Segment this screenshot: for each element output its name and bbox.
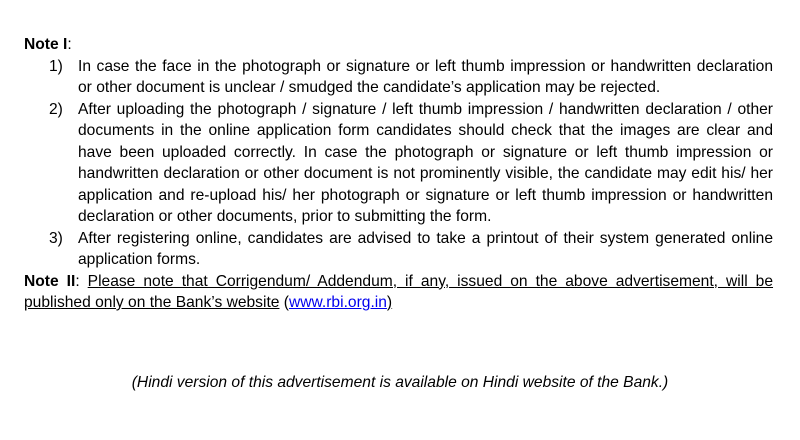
list-number: 1) <box>49 57 63 75</box>
link-close-paren: ) <box>386 294 393 311</box>
note-2-label: Note II <box>24 272 76 290</box>
note-1-label: Note I <box>24 36 68 53</box>
note-1-colon: : <box>67 36 72 53</box>
link-open-paren: ( <box>279 294 289 311</box>
list-item-text: In case the face in the photograph or signature or left thumb impression or handwritten declaration or other document is unclear / smudged the candidate’s application may be rejected. <box>78 57 773 96</box>
note-1-list <box>24 56 773 271</box>
list-number: 2) <box>49 100 63 118</box>
list-item-text: After uploading the photograph / signature / left thumb impression / handwritten declaration / other documents in the online application form candidates should check that the images are clear and have been uploaded correctly. In case the photograph or signature or left thumb impression or handwritten declaration or other document is not prominently visible, the candidate may edit his/ her application and re-upload his/ her photograph or signature or left thumb impression or handwritten declaration or other documents, prior to submitting the form. <box>78 100 773 225</box>
document-body <box>24 34 773 314</box>
note-1-item-2 <box>24 99 773 228</box>
note-2-paragraph <box>24 271 773 314</box>
rbi-website-link[interactable]: www.rbi.org.in <box>288 294 387 311</box>
note-2-text: Please note that Corrigendum/ Addendum, if any, issued on the above advertisement, will be published only on the Bank’s website <box>24 272 774 311</box>
note-1-item-3 <box>24 228 773 271</box>
note-1-heading <box>24 34 773 56</box>
list-number: 3) <box>49 229 63 247</box>
note-1-item-1 <box>24 56 773 99</box>
note-2-colon: : <box>75 272 88 290</box>
list-item-text: After registering online, candidates are advised to take a printout of their system generated online application forms. <box>78 229 773 268</box>
hindi-version-note: (Hindi version of this advertisement is available on Hindi website of the Bank.) <box>131 374 669 391</box>
